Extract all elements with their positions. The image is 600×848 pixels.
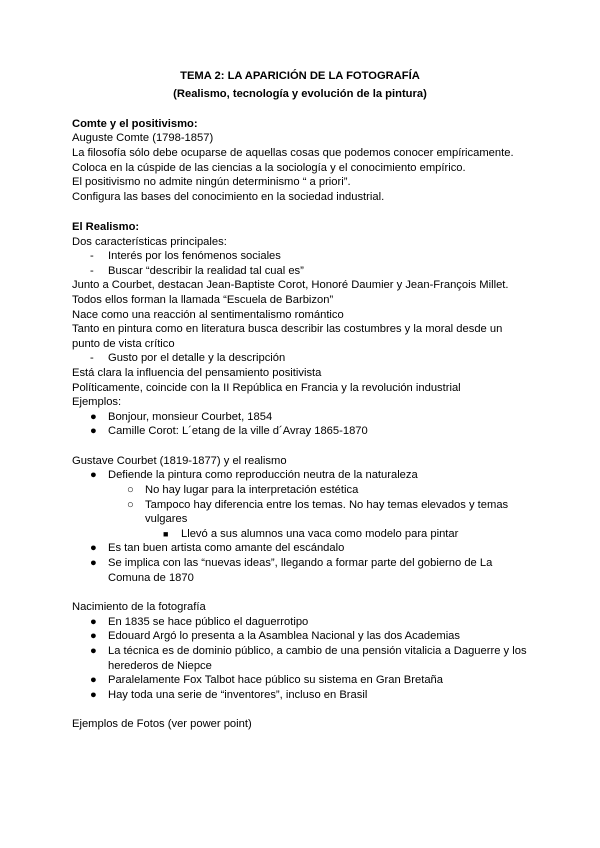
square-marker: ■ (163, 529, 169, 539)
courbet-bullet: Defiende la pintura como reproducción neutra de la naturaleza (108, 469, 418, 481)
bullet-marker: ● (90, 630, 97, 642)
realismo-heading: El Realismo: (72, 221, 140, 233)
realismo-line: punto de vista crítico (72, 338, 175, 350)
dash-marker: - (90, 352, 94, 364)
bullet-marker: ● (90, 616, 97, 628)
courbet-subitem: Tampoco hay diferencia entre los temas. No hay temas elevados y temas (145, 499, 509, 511)
dash-marker: - (90, 265, 94, 277)
foto-heading: Nacimiento de la fotografía (72, 601, 206, 613)
example-item: Bonjour, monsieur Courbet, 1854 (108, 411, 273, 423)
comte-line: El positivismo no admite ningún determinismo “ a priori”. (72, 176, 351, 188)
doc-title: TEMA 2: LA APARICIÓN DE LA FOTOGRAFÍA (180, 70, 420, 82)
bullet-marker: ● (90, 557, 97, 569)
courbet-subitem-cont: vulgares (145, 513, 188, 525)
bullet-marker: ● (90, 689, 97, 701)
dash-marker: - (90, 250, 94, 262)
courbet-subitem: No hay lugar para la interpretación estética (145, 484, 359, 496)
realismo-line: Ejemplos: (72, 396, 122, 408)
doc-subtitle: (Realismo, tecnología y evolución de la pintura) (173, 88, 427, 100)
bullet-marker: ● (90, 411, 97, 423)
footer-line: Ejemplos de Fotos (ver power point) (72, 718, 252, 730)
bullet-marker: ● (90, 674, 97, 686)
comte-line: La filosofía sólo debe ocuparse de aquellas cosas que podemos conocer empíricamente. (72, 147, 514, 159)
bullet-marker: ● (90, 469, 97, 481)
foto-bullet: En 1835 se hace público el daguerrotipo (108, 616, 309, 628)
courbet-bullet: Es tan buen artista como amante del escándalo (108, 542, 345, 554)
foto-bullet: Hay toda una serie de “inventores”, incluso en Brasil (108, 689, 368, 701)
comte-line: Configura las bases del conocimiento en la sociedad industrial. (72, 191, 385, 203)
circle-marker: ○ (127, 499, 134, 511)
foto-bullet: La técnica es de dominio público, a cambio de una pensión vitalicia a Daguerre y los (108, 645, 527, 657)
realismo-line: Tanto en pintura como en literatura busca describir las costumbres y la moral desde un (72, 323, 503, 335)
realismo-dash-item: Buscar “describir la realidad tal cual es” (108, 265, 304, 277)
comte-line: Auguste Comte (1798-1857) (72, 132, 214, 144)
foto-bullet: Edouard Argó lo presenta a la Asamblea Nacional y las dos Academias (108, 630, 460, 642)
realismo-dash-item: Gusto por el detalle y la descripción (108, 352, 286, 364)
circle-marker: ○ (127, 484, 134, 496)
example-item: Camille Corot: L´etang de la ville d´Avray 1865-1870 (108, 425, 368, 437)
realismo-line: Todos ellos forman la llamada “Escuela de Barbizon” (72, 294, 334, 306)
courbet-bullet-cont: Comuna de 1870 (108, 572, 194, 584)
realismo-line: Políticamente, coincide con la II República en Francia y la revolución industrial (72, 382, 461, 394)
courbet-bullet: Se implica con las “nuevas ideas”, llegando a formar parte del gobierno de La (108, 557, 493, 569)
courbet-heading: Gustave Courbet (1819-1877) y el realismo (72, 455, 287, 467)
comte-line: Coloca en la cúspide de las ciencias a la sociología y el conocimiento empírico. (72, 162, 466, 174)
realismo-intro: Dos características principales: (72, 236, 227, 248)
bullet-marker: ● (90, 542, 97, 554)
realismo-dash-item: Interés por los fenómenos sociales (108, 250, 281, 262)
realismo-line: Está clara la influencia del pensamiento positivista (72, 367, 322, 379)
comte-heading: Comte y el positivismo: (72, 118, 198, 130)
realismo-line: Junto a Courbet, destacan Jean-Baptiste Corot, Honoré Daumier y Jean-François Millet. (72, 279, 509, 291)
foto-bullet: Paralelamente Fox Talbot hace público su sistema en Gran Bretaña (108, 674, 443, 686)
bullet-marker: ● (90, 425, 97, 437)
foto-bullet-cont: herederos de Niepce (108, 660, 212, 672)
bullet-marker: ● (90, 645, 97, 657)
courbet-subsubitem: Llevó a sus alumnos una vaca como modelo para pintar (181, 528, 459, 540)
realismo-line: Nace como una reacción al sentimentalismo romántico (72, 309, 344, 321)
